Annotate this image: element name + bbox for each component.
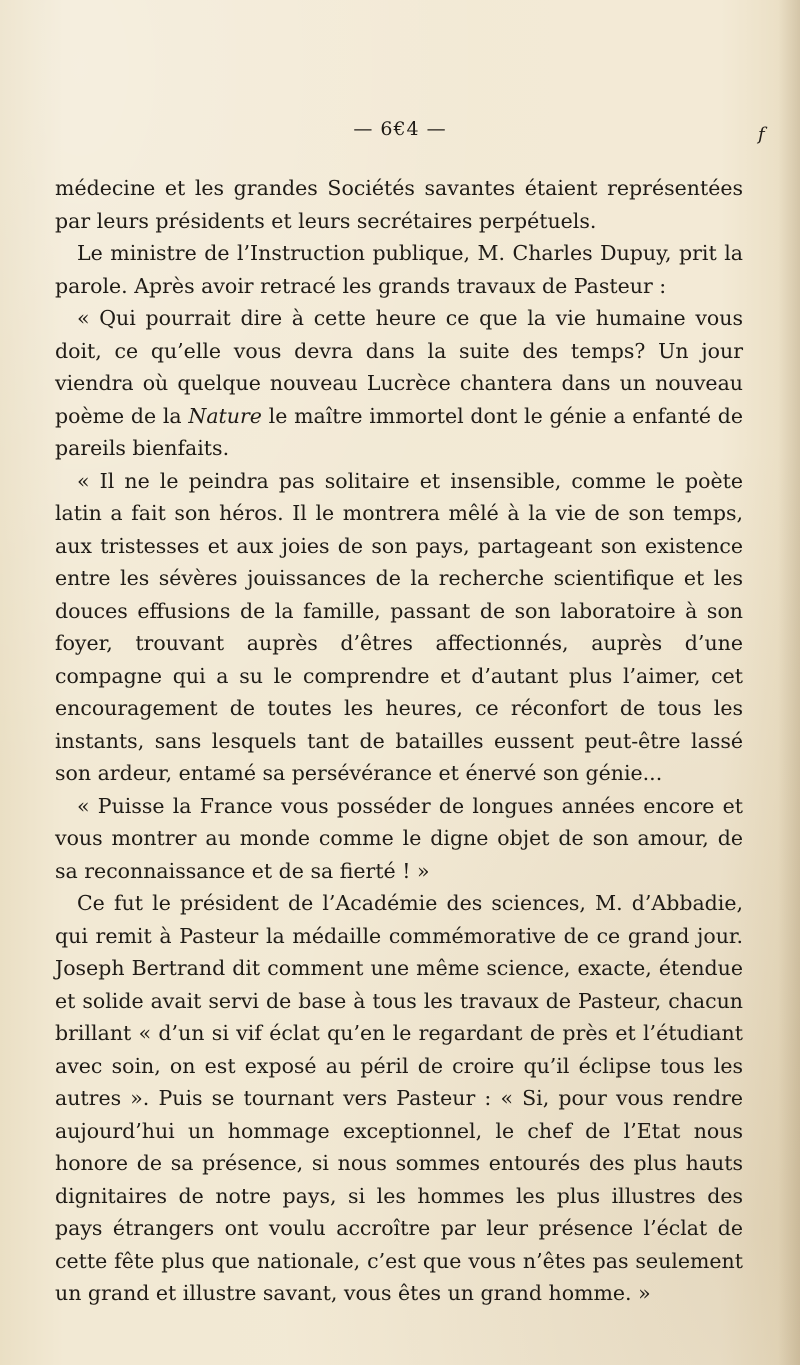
paragraph-3 — [55, 302, 743, 465]
page-edge-shadow — [778, 0, 800, 1365]
body-text — [55, 172, 743, 1310]
page-number-header: — 6€4 — — [353, 118, 447, 140]
paragraph-1: médecine et les grandes Sociétés savantes étaient représentées par leurs présidents et leurs secrétaires perpétuels. — [55, 176, 743, 233]
italic-title-nature: Nature — [188, 403, 262, 428]
paragraph-6: Ce fut le président de l’Académie des sciences, M. d’Abbadie, qui remit à Pasteur la médaille commémorative de ce grand jour. Joseph Bertrand dit comment une même science, exacte, étendue et solide avait servi de base à tous les travaux de Pasteur, chacun brillant « d’un si vif éclat qu’en le regardant de près et l’étudiant avec soin, on est exposé au péril de croire qu’il éclipse tous les autres ». Puis se tournant vers Pasteur : « Si, pour vous rendre aujourd’hui un hommage exceptionnel, le chef de l’Etat nous honore de sa présence, si nous sommes entourés des plus hauts dignitaires de notre pays, si les hommes les plus illustres des pays étrangers ont voulu accroître par leur présence l’éclat de cette fête plus que nationale, c’est que vous n’êtes pas seulement un grand et illustre savant, vous êtes un grand homme. » — [55, 891, 743, 1305]
paragraph-5: « Puisse la France vous posséder de longues années encore et vous montrer au monde comme le digne objet de son amour, de sa reconnaissance et de sa fierté ! » — [55, 793, 743, 883]
paragraph-4: « Il ne le peindra pas solitaire et insensible, comme le poète latin a fait son héros. Il le montrera mêlé à la vie de son temps, aux tristesses et aux joies de son pays, partageant son existence entre les sévères jouissances de la recherche scientifique et les douces effusions de la famille, passant de son laboratoire à son foyer, trouvant auprès d’êtres affectionnés, auprès d’une compagne qui a su le comprendre et d’autant plus l’aimer, cet encouragement de toutes les heures, ce réconfort de tous les instants, sans lesquels tant de batailles eussent peut-être lassé son ardeur, entamé sa persévérance et énervé son génie... — [55, 468, 743, 785]
margin-mark: f — [758, 124, 765, 145]
paragraph-3-start: « Qui pourrait dire à cette heure ce que la vie humaine vous doit, ce qu’elle vous devra dans la suite des temps? Un jour viendra où quelque nouveau Lucrèce chantera dans un nouveau poème de la — [55, 306, 743, 428]
paragraph-2: Le ministre de l’Instruction publique, M. Charles Dupuy, prit la parole. Après avoir retracé les grands travaux de Pasteur : — [55, 241, 743, 298]
paragraph-3-end: le maître immortel dont le génie a enfanté de pareils bienfaits. — [55, 403, 743, 460]
